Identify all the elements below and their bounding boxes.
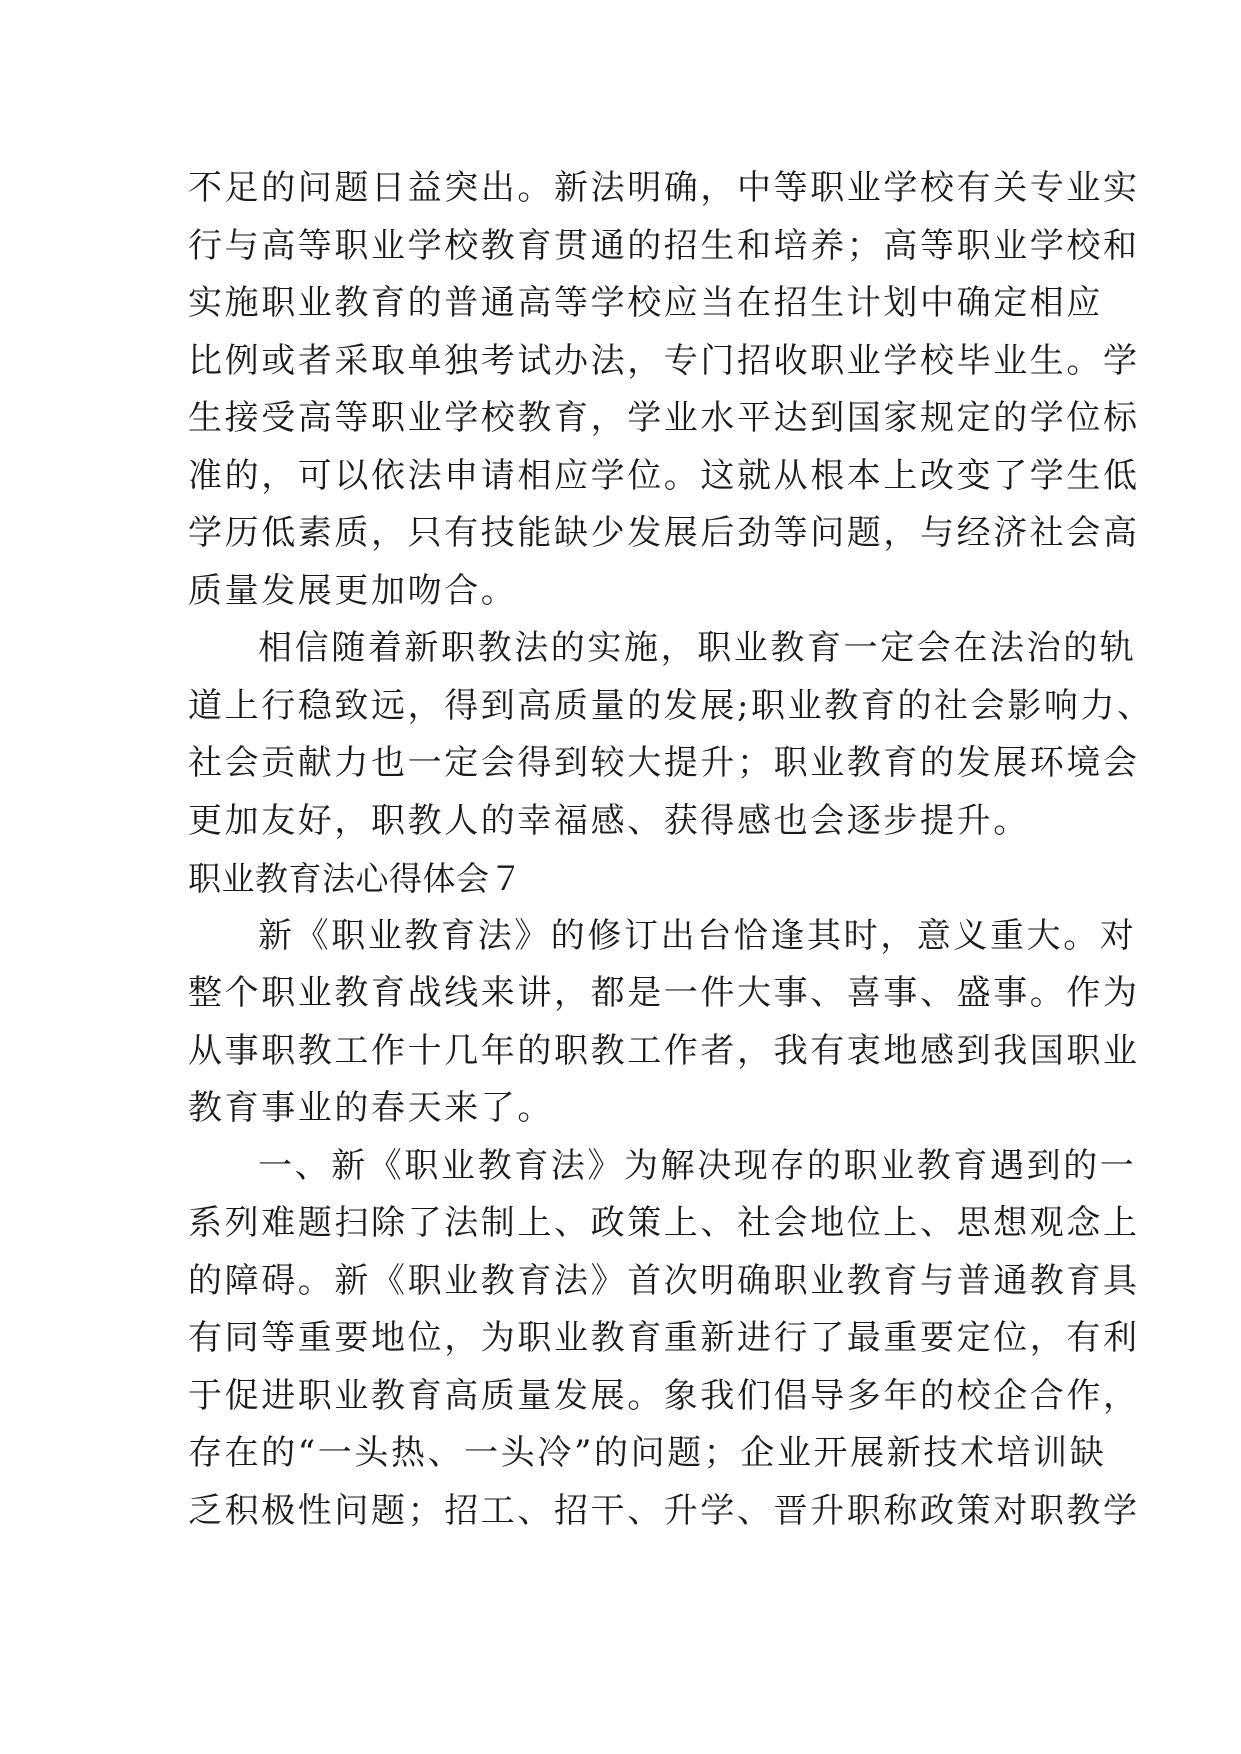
paragraph-first-line: 相信随着新职教法的实施，职业教育一定会在法治的轨	[258, 628, 1137, 668]
text-line: 乏积极性问题；招工、招干、升学、晋升职称政策对职教学	[188, 1490, 1140, 1531]
text-line: 社会贡献力也一定会得到较大提升；职业教育的发展环境会	[188, 743, 1140, 783]
text-line: 生接受高等职业学校教育，学业水平达到国家规定的学位标	[188, 398, 1140, 438]
text-line: 从事职教工作十几年的职教工作者，我有衷地感到我国职业	[188, 1030, 1140, 1071]
text-line: 更加友好，职教人的幸福感、获得感也会逐步提升。	[188, 800, 1030, 841]
paragraph-first-line: 新《职业教育法》的修订出台恰逢其时，意义重大。对	[258, 915, 1137, 956]
text-line: 不足的问题日益突出。新法明确，中等职业学校有关专业实	[188, 168, 1140, 208]
text-line: 系列难题扫除了法制上、政策上、社会地位上、思想观念上	[188, 1203, 1140, 1243]
text-line: 行与高等职业学校教育贯通的招生和培养；高等职业学校和	[188, 225, 1140, 266]
text-line: 质量发展更加吻合。	[188, 570, 518, 611]
text-line: 存在的“一头热、一头冷”的问题；企业开展新技术培训缺	[188, 1433, 1107, 1473]
text-line: 准的，可以依法申请相应学位。这就从根本上改变了学生低	[188, 455, 1140, 496]
section-heading: 职业教育法心得体会７	[188, 859, 523, 898]
text-line: 的障碍。新《职业教育法》首次明确职业教育与普通教育具	[188, 1260, 1140, 1301]
text-line: 道上行稳致远，得到高质量的发展;职业教育的社会影响力、	[188, 685, 1154, 726]
text-line: 比例或者采取单独考试办法，专门招收职业学校毕业生。学	[188, 340, 1140, 381]
text-line: 有同等重要地位，为职业教育重新进行了最重要定位，有利	[188, 1318, 1140, 1358]
text-line: 于促进职业教育高质量发展。象我们倡导多年的校企合作，	[188, 1375, 1140, 1416]
text-line: 教育事业的春天来了。	[188, 1088, 554, 1128]
paragraph-first-line: 一、新《职业教育法》为解决现存的职业教育遇到的一	[258, 1145, 1137, 1186]
text-line: 学历低素质，只有技能缺少发展后劲等问题，与经济社会高	[188, 513, 1140, 553]
text-line: 实施职业教育的普通高等学校应当在招生计划中确定相应	[188, 283, 1103, 323]
document-body	[188, 160, 1154, 1540]
text-line: 整个职业教育战线来讲，都是一件大事、喜事、盛事。作为	[188, 973, 1140, 1013]
